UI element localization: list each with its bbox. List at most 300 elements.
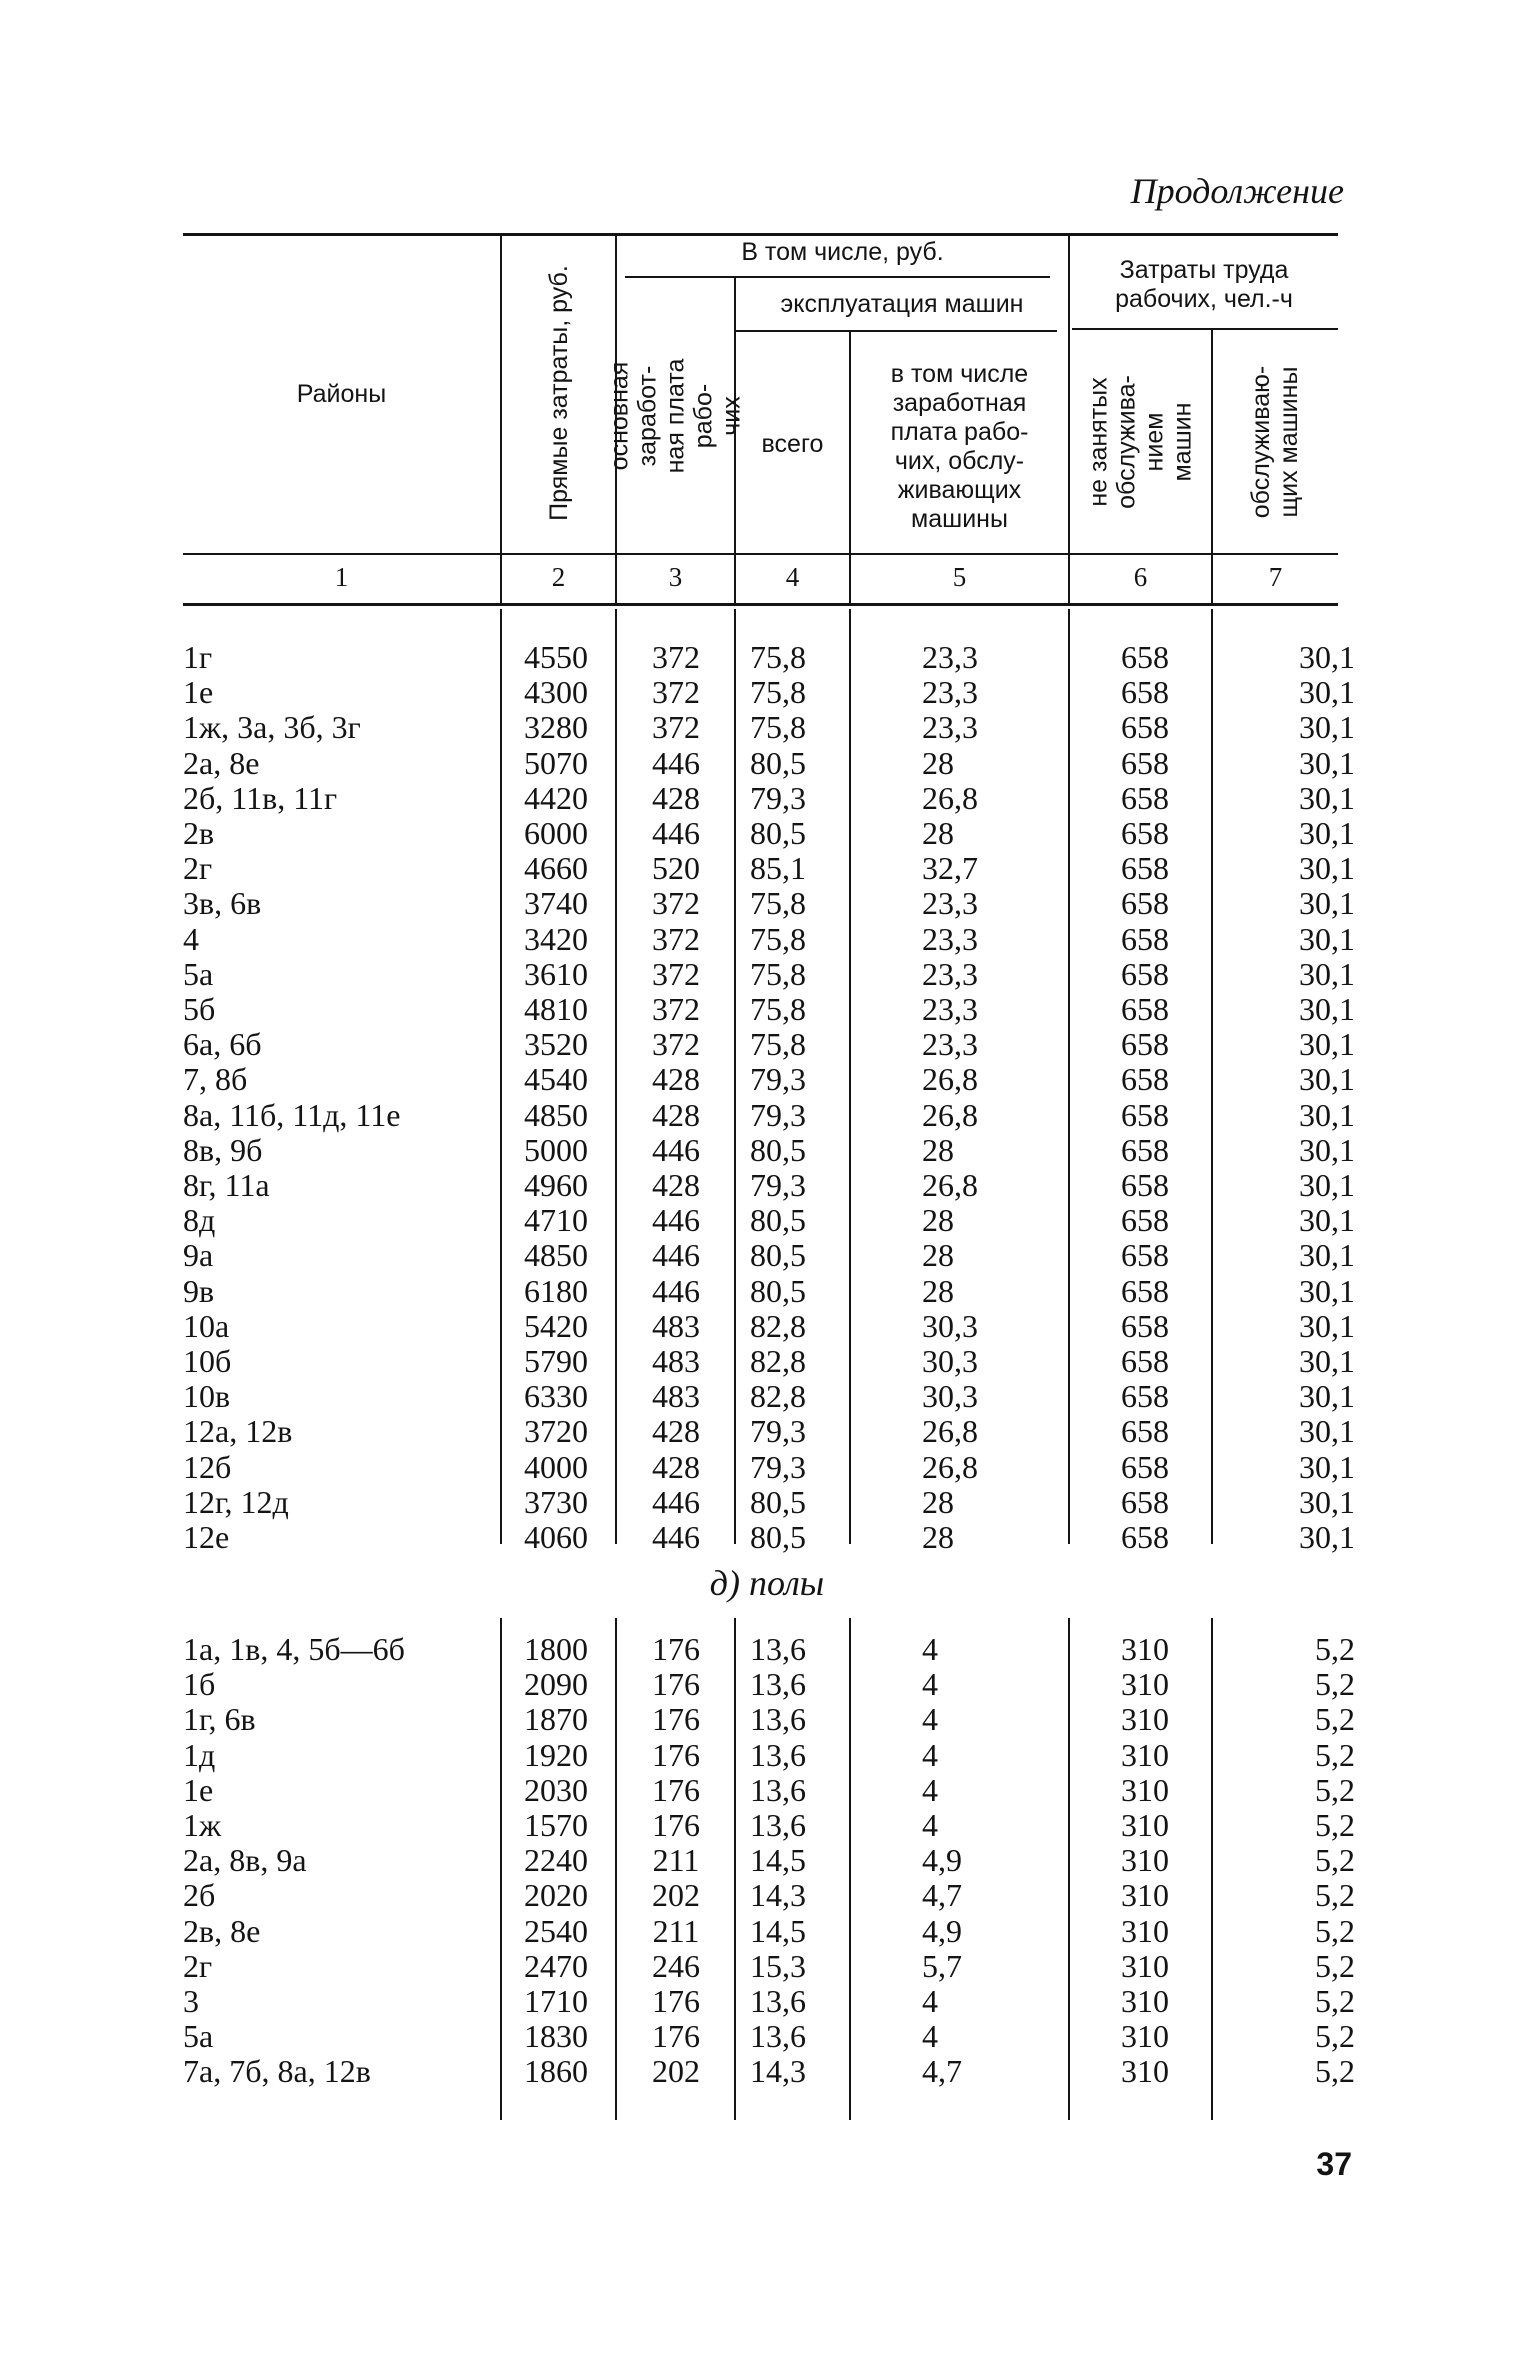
row-value-col-5: 32,7 bbox=[922, 850, 978, 887]
row-value-col-6: 310 bbox=[1121, 1666, 1169, 1703]
row-value-col-6: 658 bbox=[1121, 885, 1169, 922]
row-value-col-3: 372 bbox=[652, 920, 700, 957]
row-district: 9в bbox=[183, 1272, 215, 1309]
row-value-col-6: 310 bbox=[1121, 1912, 1169, 1949]
table-row bbox=[0, 1773, 1534, 1808]
row-value-col-6: 310 bbox=[1121, 1842, 1169, 1879]
page-number: 37 bbox=[1316, 2146, 1352, 2182]
row-value-col-5: 23,3 bbox=[922, 991, 978, 1027]
row-district: 1б bbox=[183, 1666, 216, 1703]
row-value-col-4: 75,8 bbox=[750, 955, 806, 992]
row-value-col-6: 658 bbox=[1121, 1202, 1169, 1239]
row-value-col-4: 80,5 bbox=[750, 744, 806, 781]
row-value-col-2: 4550 bbox=[524, 639, 588, 675]
row-value-col-3: 372 bbox=[652, 709, 700, 746]
row-value-col-7: 30,1 bbox=[1299, 674, 1355, 711]
row-value-col-2: 4420 bbox=[524, 779, 588, 816]
table-row bbox=[0, 1450, 1534, 1485]
row-value-col-7: 5,2 bbox=[1315, 1947, 1355, 1984]
row-value-col-6: 658 bbox=[1121, 955, 1169, 992]
table-row bbox=[0, 1984, 1534, 2019]
row-value-col-4: 79,3 bbox=[750, 1167, 806, 1203]
row-value-col-5: 28 bbox=[922, 1519, 954, 1555]
row-value-col-6: 658 bbox=[1121, 1378, 1169, 1415]
row-value-col-4: 79,3 bbox=[750, 779, 806, 816]
row-value-col-3: 176 bbox=[652, 1771, 700, 1808]
row-value-col-5: 23,3 bbox=[922, 674, 978, 711]
column-number: 1 bbox=[334, 562, 349, 592]
row-value-col-4: 13,6 bbox=[750, 1771, 806, 1808]
row-value-col-4: 80,5 bbox=[750, 1519, 806, 1555]
row-value-col-4: 75,8 bbox=[750, 639, 806, 675]
row-value-col-7: 30,1 bbox=[1299, 920, 1355, 957]
row-value-col-6: 658 bbox=[1121, 1343, 1169, 1379]
row-value-col-4: 82,8 bbox=[750, 1307, 806, 1344]
row-value-col-4: 79,3 bbox=[750, 1061, 806, 1098]
table-row bbox=[0, 746, 1534, 781]
row-value-col-4: 80,5 bbox=[750, 1237, 806, 1274]
row-value-col-5: 4 bbox=[922, 1771, 938, 1808]
row-value-col-5: 4 bbox=[922, 1807, 938, 1843]
row-district: 6а, 6б bbox=[183, 1026, 262, 1063]
row-value-col-6: 310 bbox=[1121, 2018, 1169, 2055]
column-number: 6 bbox=[1133, 562, 1148, 592]
row-value-col-7: 30,1 bbox=[1299, 955, 1355, 992]
row-value-col-3: 176 bbox=[652, 1736, 700, 1773]
row-value-col-5: 30,3 bbox=[922, 1378, 978, 1415]
row-district: 9а bbox=[183, 1237, 214, 1274]
row-district: 8д bbox=[183, 1202, 216, 1239]
table-row bbox=[0, 1667, 1534, 1702]
row-value-col-7: 30,1 bbox=[1299, 1448, 1355, 1485]
row-value-col-4: 13,6 bbox=[750, 1983, 806, 2019]
table-row bbox=[0, 1738, 1534, 1773]
row-value-col-3: 428 bbox=[652, 1061, 700, 1098]
row-value-col-2: 4060 bbox=[524, 1519, 588, 1555]
row-value-col-7: 5,2 bbox=[1315, 1807, 1355, 1843]
row-value-col-4: 75,8 bbox=[750, 991, 806, 1027]
row-district: 5а bbox=[183, 955, 214, 992]
row-value-col-7: 30,1 bbox=[1299, 991, 1355, 1027]
row-value-col-4: 14,5 bbox=[750, 1912, 806, 1949]
row-value-col-3: 446 bbox=[652, 1131, 700, 1168]
table-row bbox=[0, 1632, 1534, 1667]
row-district: 1е bbox=[183, 674, 214, 711]
row-value-col-3: 428 bbox=[652, 1167, 700, 1203]
table-row bbox=[0, 1133, 1534, 1168]
row-value-col-7: 30,1 bbox=[1299, 1096, 1355, 1133]
table-row bbox=[0, 2054, 1534, 2089]
row-value-col-6: 658 bbox=[1121, 639, 1169, 675]
row-value-col-5: 28 bbox=[922, 1202, 954, 1239]
row-value-col-5: 30,3 bbox=[922, 1343, 978, 1379]
table-row bbox=[0, 710, 1534, 745]
row-value-col-7: 5,2 bbox=[1315, 1912, 1355, 1949]
row-value-col-5: 4,7 bbox=[922, 2053, 962, 2090]
row-value-col-3: 446 bbox=[652, 744, 700, 781]
row-value-col-6: 658 bbox=[1121, 815, 1169, 851]
row-value-col-5: 5,7 bbox=[922, 1947, 962, 1984]
row-value-col-4: 80,5 bbox=[750, 1483, 806, 1520]
table-row bbox=[0, 1027, 1534, 1062]
row-value-col-2: 2030 bbox=[524, 1771, 588, 1808]
row-value-col-4: 15,3 bbox=[750, 1947, 806, 1984]
row-value-col-5: 4,9 bbox=[922, 1842, 962, 1879]
header-v-tom-chisle-zarplata: в том числе заработная плата рабо- чих, обслу- живающих машины bbox=[890, 360, 1029, 533]
row-value-col-5: 4 bbox=[922, 1631, 938, 1667]
table-row bbox=[0, 675, 1534, 710]
row-district: 8в, 9б bbox=[183, 1131, 263, 1168]
row-value-col-2: 3740 bbox=[524, 885, 588, 922]
row-value-col-6: 658 bbox=[1121, 1131, 1169, 1168]
row-value-col-4: 75,8 bbox=[750, 885, 806, 922]
row-value-col-7: 30,1 bbox=[1299, 639, 1355, 675]
row-value-col-6: 658 bbox=[1121, 1167, 1169, 1203]
row-district: 12е bbox=[183, 1519, 230, 1555]
row-value-col-2: 6330 bbox=[524, 1378, 588, 1415]
header-v-tom-chisle: В том числе, руб. bbox=[741, 238, 944, 266]
row-value-col-3: 176 bbox=[652, 2018, 700, 2055]
row-value-col-6: 658 bbox=[1121, 744, 1169, 781]
row-value-col-5: 26,8 bbox=[922, 1448, 978, 1485]
row-value-col-7: 30,1 bbox=[1299, 1237, 1355, 1274]
row-value-col-5: 23,3 bbox=[922, 639, 978, 675]
row-value-col-4: 85,1 bbox=[750, 850, 806, 887]
header-pryamye-zatraty: Прямые затраты, руб. bbox=[544, 265, 573, 521]
row-value-col-4: 75,8 bbox=[750, 1026, 806, 1063]
row-value-col-6: 658 bbox=[1121, 1307, 1169, 1344]
row-value-col-6: 310 bbox=[1121, 1983, 1169, 2019]
table-row bbox=[0, 1485, 1534, 1520]
row-value-col-5: 26,8 bbox=[922, 1061, 978, 1098]
row-value-col-3: 446 bbox=[652, 1237, 700, 1274]
row-district: 2б, 11в, 11г bbox=[183, 779, 338, 816]
row-value-col-3: 202 bbox=[652, 1877, 700, 1914]
table-row bbox=[0, 1203, 1534, 1238]
row-value-col-2: 2090 bbox=[524, 1666, 588, 1703]
row-value-col-5: 4,9 bbox=[922, 1912, 962, 1949]
table-row bbox=[0, 1702, 1534, 1737]
row-district: 2а, 8в, 9а bbox=[183, 1842, 307, 1879]
row-district: 3 bbox=[183, 1983, 199, 2019]
row-value-col-2: 3730 bbox=[524, 1483, 588, 1520]
row-district: 10а bbox=[183, 1307, 230, 1344]
row-value-col-4: 14,3 bbox=[750, 2053, 806, 2090]
row-value-col-3: 372 bbox=[652, 639, 700, 675]
row-value-col-3: 428 bbox=[652, 1096, 700, 1133]
row-value-col-6: 658 bbox=[1121, 1448, 1169, 1485]
header-rule-ekspluataciya bbox=[735, 330, 1057, 332]
row-value-col-2: 3520 bbox=[524, 1026, 588, 1063]
section-title-poly: д) полы bbox=[709, 1563, 825, 1603]
row-value-col-6: 658 bbox=[1121, 850, 1169, 887]
row-value-col-7: 30,1 bbox=[1299, 1483, 1355, 1520]
row-value-col-6: 658 bbox=[1121, 1026, 1169, 1063]
row-value-col-3: 483 bbox=[652, 1307, 700, 1344]
row-value-col-7: 30,1 bbox=[1299, 1307, 1355, 1344]
row-district: 1г, 6в bbox=[183, 1701, 256, 1738]
row-value-col-7: 5,2 bbox=[1315, 1736, 1355, 1773]
row-value-col-7: 5,2 bbox=[1315, 1842, 1355, 1879]
table-row bbox=[0, 1168, 1534, 1203]
header-ne-zanyatyh: не занятых обслужива- нием машин bbox=[1084, 374, 1197, 509]
table-row bbox=[0, 640, 1534, 675]
row-value-col-6: 658 bbox=[1121, 920, 1169, 957]
row-value-col-5: 4 bbox=[922, 1701, 938, 1738]
table-row bbox=[0, 957, 1534, 992]
row-value-col-6: 310 bbox=[1121, 1877, 1169, 1914]
row-value-col-7: 30,1 bbox=[1299, 1519, 1355, 1555]
row-value-col-3: 446 bbox=[652, 1272, 700, 1309]
header-ekspluataciya: эксплуатация машин bbox=[780, 290, 1024, 318]
row-value-col-5: 4 bbox=[922, 1983, 938, 2019]
column-number: 5 bbox=[952, 562, 967, 592]
row-value-col-4: 80,5 bbox=[750, 1131, 806, 1168]
row-value-col-3: 372 bbox=[652, 674, 700, 711]
row-value-col-2: 1800 bbox=[524, 1631, 588, 1667]
row-value-col-5: 26,8 bbox=[922, 779, 978, 816]
table-row bbox=[0, 992, 1534, 1027]
row-value-col-6: 658 bbox=[1121, 1272, 1169, 1309]
row-value-col-2: 3610 bbox=[524, 955, 588, 992]
row-district: 12а, 12в bbox=[183, 1413, 293, 1450]
table-row bbox=[0, 816, 1534, 851]
row-district: 10б bbox=[183, 1343, 232, 1379]
row-value-col-5: 23,3 bbox=[922, 1026, 978, 1063]
row-district: 5а bbox=[183, 2018, 214, 2055]
table-row bbox=[0, 1062, 1534, 1097]
row-value-col-4: 13,6 bbox=[750, 1701, 806, 1738]
row-value-col-3: 428 bbox=[652, 779, 700, 816]
header-obsluzhivayushchih: обслуживаю- щих машины bbox=[1247, 365, 1304, 518]
table-row bbox=[0, 1843, 1534, 1878]
row-value-col-7: 5,2 bbox=[1315, 1877, 1355, 1914]
row-value-col-3: 446 bbox=[652, 1483, 700, 1520]
row-value-col-4: 13,6 bbox=[750, 2018, 806, 2055]
row-value-col-2: 4300 bbox=[524, 674, 588, 711]
row-value-col-6: 310 bbox=[1121, 2053, 1169, 2090]
row-value-col-2: 4810 bbox=[524, 991, 588, 1027]
row-district: 7, 8б bbox=[183, 1061, 248, 1098]
row-value-col-3: 176 bbox=[652, 1631, 700, 1667]
row-value-col-2: 4710 bbox=[524, 1202, 588, 1239]
row-district: 8а, 11б, 11д, 11е bbox=[183, 1096, 401, 1133]
row-value-col-4: 13,6 bbox=[750, 1666, 806, 1703]
row-value-col-4: 75,8 bbox=[750, 709, 806, 746]
row-value-col-6: 310 bbox=[1121, 1736, 1169, 1773]
row-value-col-7: 5,2 bbox=[1315, 1666, 1355, 1703]
row-district: 5б bbox=[183, 991, 216, 1027]
table-row bbox=[0, 1309, 1534, 1344]
row-value-col-2: 4960 bbox=[524, 1167, 588, 1203]
row-value-col-4: 79,3 bbox=[750, 1413, 806, 1450]
row-district: 7а, 7б, 8а, 12в bbox=[183, 2053, 371, 2090]
row-value-col-7: 30,1 bbox=[1299, 1378, 1355, 1415]
row-value-col-6: 658 bbox=[1121, 1061, 1169, 1098]
row-district: 12б bbox=[183, 1448, 232, 1485]
row-value-col-4: 79,3 bbox=[750, 1448, 806, 1485]
row-value-col-7: 30,1 bbox=[1299, 850, 1355, 887]
row-value-col-6: 658 bbox=[1121, 779, 1169, 816]
continuation-heading: Продолжение bbox=[1130, 171, 1344, 211]
row-value-col-3: 446 bbox=[652, 1519, 700, 1555]
row-district: 2в bbox=[183, 815, 215, 851]
row-value-col-4: 82,8 bbox=[750, 1378, 806, 1415]
row-value-col-2: 3280 bbox=[524, 709, 588, 746]
row-value-col-5: 23,3 bbox=[922, 709, 978, 746]
row-value-col-6: 658 bbox=[1121, 1519, 1169, 1555]
row-value-col-5: 30,3 bbox=[922, 1307, 978, 1344]
row-value-col-7: 30,1 bbox=[1299, 1202, 1355, 1239]
row-value-col-6: 310 bbox=[1121, 1701, 1169, 1738]
row-value-col-3: 446 bbox=[652, 815, 700, 851]
row-value-col-5: 4 bbox=[922, 1736, 938, 1773]
row-value-col-5: 23,3 bbox=[922, 885, 978, 922]
row-value-col-4: 80,5 bbox=[750, 815, 806, 851]
row-value-col-5: 28 bbox=[922, 744, 954, 781]
table-row bbox=[0, 1274, 1534, 1309]
row-district: 2а, 8е bbox=[183, 744, 260, 781]
row-value-col-7: 30,1 bbox=[1299, 815, 1355, 851]
row-value-col-3: 211 bbox=[652, 1842, 700, 1879]
row-value-col-2: 6000 bbox=[524, 815, 588, 851]
row-value-col-3: 246 bbox=[652, 1947, 700, 1984]
row-value-col-2: 4000 bbox=[524, 1448, 588, 1485]
row-value-col-2: 1920 bbox=[524, 1736, 588, 1773]
row-value-col-7: 30,1 bbox=[1299, 1272, 1355, 1309]
row-value-col-2: 2240 bbox=[524, 1842, 588, 1879]
row-value-col-7: 30,1 bbox=[1299, 709, 1355, 746]
row-value-col-2: 4850 bbox=[524, 1096, 588, 1133]
row-value-col-5: 26,8 bbox=[922, 1413, 978, 1450]
row-value-col-5: 28 bbox=[922, 815, 954, 851]
row-value-col-5: 28 bbox=[922, 1131, 954, 1168]
row-district: 1ж, 3а, 3б, 3г bbox=[183, 709, 361, 746]
header-zatraty-truda: Затраты труда рабочих, чел.-ч bbox=[1115, 256, 1293, 313]
row-value-col-2: 1570 bbox=[524, 1807, 588, 1843]
row-value-col-6: 658 bbox=[1121, 674, 1169, 711]
column-number: 3 bbox=[668, 562, 683, 592]
column-number: 7 bbox=[1268, 562, 1283, 592]
row-value-col-6: 658 bbox=[1121, 991, 1169, 1027]
row-value-col-7: 5,2 bbox=[1315, 1771, 1355, 1808]
row-value-col-2: 1870 bbox=[524, 1701, 588, 1738]
row-value-col-6: 310 bbox=[1121, 1807, 1169, 1843]
row-value-col-2: 4660 bbox=[524, 850, 588, 887]
row-value-col-7: 30,1 bbox=[1299, 1343, 1355, 1379]
row-value-col-3: 483 bbox=[652, 1343, 700, 1379]
row-value-col-2: 2020 bbox=[524, 1877, 588, 1914]
row-value-col-4: 13,6 bbox=[750, 1736, 806, 1773]
row-value-col-4: 13,6 bbox=[750, 1807, 806, 1843]
row-value-col-6: 310 bbox=[1121, 1631, 1169, 1667]
table-row bbox=[0, 1344, 1534, 1379]
row-value-col-3: 520 bbox=[652, 850, 700, 887]
row-value-col-5: 4 bbox=[922, 1666, 938, 1703]
header-rayony: Районы bbox=[296, 380, 387, 408]
row-value-col-5: 28 bbox=[922, 1483, 954, 1520]
row-value-col-7: 30,1 bbox=[1299, 1413, 1355, 1450]
row-value-col-7: 30,1 bbox=[1299, 1061, 1355, 1098]
column-numbers-bottom-rule bbox=[183, 603, 1338, 606]
row-district: 1ж bbox=[183, 1807, 222, 1843]
row-value-col-7: 5,2 bbox=[1315, 1701, 1355, 1738]
column-number: 4 bbox=[785, 562, 800, 592]
row-value-col-2: 3420 bbox=[524, 920, 588, 957]
header-vsego: всего bbox=[761, 430, 824, 458]
row-value-col-5: 28 bbox=[922, 1237, 954, 1274]
row-value-col-4: 80,5 bbox=[750, 1272, 806, 1309]
row-value-col-2: 5420 bbox=[524, 1307, 588, 1344]
header-bottom-rule bbox=[183, 553, 1338, 555]
row-district: 1д bbox=[183, 1736, 216, 1773]
header-osnovnaya-zarplata: основная заработ- ная плата рабо- чих bbox=[605, 358, 746, 473]
table-row bbox=[0, 781, 1534, 816]
row-value-col-2: 5070 bbox=[524, 744, 588, 781]
row-value-col-4: 79,3 bbox=[750, 1096, 806, 1133]
table-row bbox=[0, 1808, 1534, 1843]
row-value-col-2: 4540 bbox=[524, 1061, 588, 1098]
row-value-col-7: 5,2 bbox=[1315, 1983, 1355, 2019]
row-value-col-4: 13,6 bbox=[750, 1631, 806, 1667]
table-row bbox=[0, 886, 1534, 921]
table-row bbox=[0, 1520, 1534, 1555]
row-value-col-2: 4850 bbox=[524, 1237, 588, 1274]
row-value-col-7: 5,2 bbox=[1315, 2053, 1355, 2090]
row-value-col-5: 23,3 bbox=[922, 920, 978, 957]
row-value-col-7: 5,2 bbox=[1315, 1631, 1355, 1667]
row-value-col-5: 4,7 bbox=[922, 1877, 962, 1914]
row-value-col-7: 30,1 bbox=[1299, 885, 1355, 922]
table-row bbox=[0, 922, 1534, 957]
row-district: 10в bbox=[183, 1378, 231, 1415]
row-value-col-3: 176 bbox=[652, 1807, 700, 1843]
row-value-col-6: 310 bbox=[1121, 1771, 1169, 1808]
row-value-col-4: 75,8 bbox=[750, 920, 806, 957]
row-value-col-4: 75,8 bbox=[750, 674, 806, 711]
table-row bbox=[0, 1098, 1534, 1133]
row-value-col-5: 26,8 bbox=[922, 1167, 978, 1203]
row-value-col-3: 211 bbox=[652, 1912, 700, 1949]
row-district: 2г bbox=[183, 850, 213, 887]
row-district: 8г, 11а bbox=[183, 1167, 270, 1203]
row-value-col-6: 310 bbox=[1121, 1947, 1169, 1984]
row-district: 1е bbox=[183, 1771, 214, 1808]
table-row bbox=[0, 1914, 1534, 1949]
table-row bbox=[0, 1949, 1534, 1984]
row-district: 1а, 1в, 4, 5б—6б bbox=[183, 1631, 405, 1667]
row-value-col-2: 3720 bbox=[524, 1413, 588, 1450]
row-district: 3в, 6в bbox=[183, 885, 262, 922]
row-value-col-3: 176 bbox=[652, 1701, 700, 1738]
table-row bbox=[0, 1414, 1534, 1449]
row-value-col-3: 372 bbox=[652, 991, 700, 1027]
row-district: 1г bbox=[183, 639, 213, 675]
row-value-col-6: 658 bbox=[1121, 1483, 1169, 1520]
row-value-col-2: 2540 bbox=[524, 1912, 588, 1949]
row-value-col-2: 5000 bbox=[524, 1131, 588, 1168]
row-value-col-3: 372 bbox=[652, 885, 700, 922]
table-row bbox=[0, 851, 1534, 886]
table-row bbox=[0, 1238, 1534, 1273]
row-value-col-3: 446 bbox=[652, 1202, 700, 1239]
row-value-col-3: 176 bbox=[652, 1666, 700, 1703]
row-value-col-3: 372 bbox=[652, 955, 700, 992]
row-value-col-3: 428 bbox=[652, 1448, 700, 1485]
row-value-col-7: 30,1 bbox=[1299, 744, 1355, 781]
row-value-col-4: 82,8 bbox=[750, 1343, 806, 1379]
row-value-col-6: 658 bbox=[1121, 709, 1169, 746]
